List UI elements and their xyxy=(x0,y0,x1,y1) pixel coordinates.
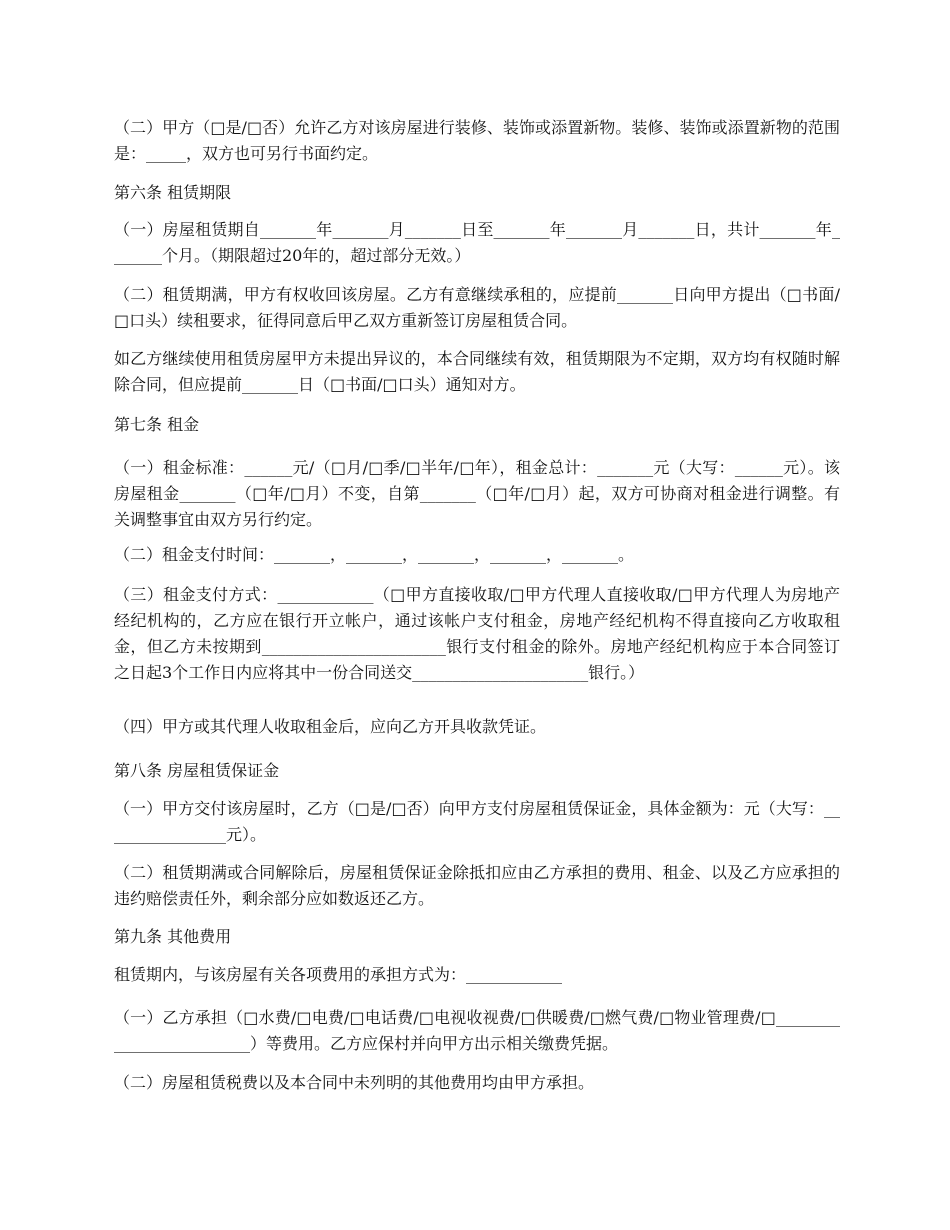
clause-6-1-lease-term: （一）房屋租赁期自_______年_______月_______日至_______年_______月_______日，共计_______年_______个月。（期限超过20年的，超过部分无效。） xyxy=(114,220,840,265)
clause-8-2-deposit-return: （二）租赁期满或合同解除后，房屋租赁保证金除抵扣应由乙方承担的费用、租金、以及乙方应承担的违约赔偿责任外，剩余部分应如数返还乙方。 xyxy=(114,863,840,908)
article-8-heading: 第八条 房屋租赁保证金 xyxy=(114,761,280,780)
clause-9-1-tenant-fees: （一）乙方承担（□水费/□电费/□电话费/□电视收视费/□供暖费/□燃气费/□物业管理费/□_________________________）等费用。乙方应保村并向甲方出示相关缴费凭据。 xyxy=(114,1008,840,1053)
clause-7-2-payment-time: （二）租金支付时间：_______，_______，_______，_______，_______。 xyxy=(114,545,635,564)
article-9-heading: 第九条 其他费用 xyxy=(114,927,232,946)
clause-6-indefinite-term: 如乙方继续使用租赁房屋甲方未提出异议的，本合同继续有效，租赁期限为不定期，双方均有权随时解除合同，但应提前_______日（□书面/□口头）通知对方。 xyxy=(114,349,840,394)
clause-9-2-landlord-fees: （二）房屋租赁税费以及本合同中未列明的其他费用均由甲方承担。 xyxy=(114,1073,595,1092)
clause-7-3-payment-method: （三）租金支付方式：____________（□甲方直接收取/□甲方代理人直接收取/□甲方代理人为房地产经纪机构的，乙方应在银行开立帐户，通过该帐户支付租金，房地产经纪机构不得直接向乙方收取租金，但乙方未按期到_______________________银行支付租金的除外。房地产经纪机构应于本合同签订之日起3个工作日内应将其中一份合同送交______________________银行。） xyxy=(114,585,840,682)
clause-6-2-renewal: （二）租赁期满，甲方有权收回该房屋。乙方有意继续承租的，应提前_______日向甲方提出（□书面/□口头）续租要求，征得同意后甲乙双方重新签订房屋租赁合同。 xyxy=(114,285,840,330)
article-6-heading: 第六条 租赁期限 xyxy=(114,183,232,202)
clause-8-1-deposit: （一）甲方交付该房屋时，乙方（□是/□否）向甲方支付房屋租赁保证金，具体金额为：元（大写：________________元）。 xyxy=(114,799,840,844)
clause-7-4-receipt: （四）甲方或其代理人收取租金后，应向乙方开具收款凭证。 xyxy=(114,717,547,736)
article-7-heading: 第七条 租金 xyxy=(114,415,200,434)
clause-5-2-renovation: （二）甲方（□是/□否）允许乙方对该房屋进行装修、装饰或添置新物。装修、装饰或添置新物的范围是：_____，双方也可另行书面约定。 xyxy=(114,118,840,163)
clause-7-1-rent-standard: （一）租金标准：______元/（□月/□季/□半年/□年），租金总计：_______元（大写：______元）。该房屋租金_______（□年/□月）不变，自第_______（□年/□月）起，双方可协商对租金进行调整。有关调整事宜由双方另行约定。 xyxy=(114,458,840,529)
clause-9-intro: 租赁期内，与该房屋有关各项费用的承担方式为：____________ xyxy=(114,965,563,984)
